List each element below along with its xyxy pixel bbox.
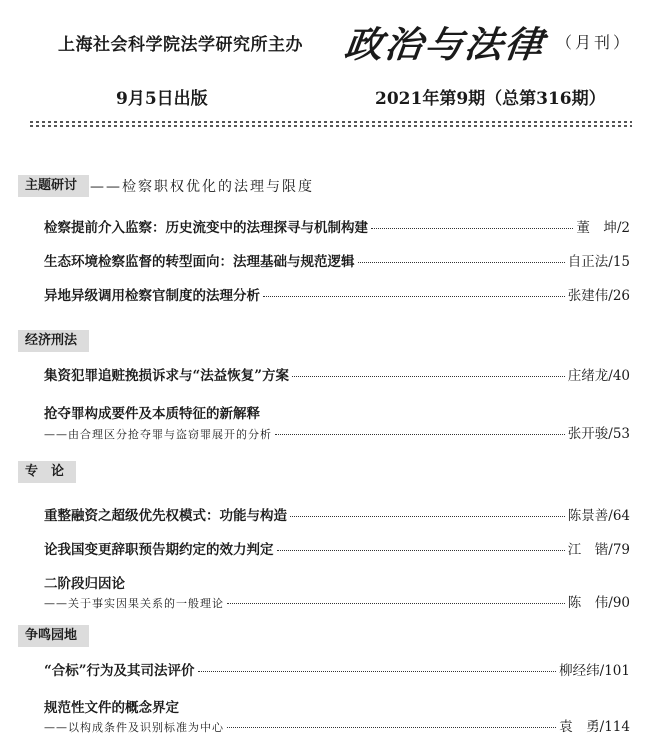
- leader-dots: [198, 671, 557, 672]
- section-label-debate: 争鸣园地: [18, 625, 89, 647]
- toc-entry[interactable]: [44, 216, 630, 238]
- frequency: （月刊）: [556, 33, 633, 52]
- toc-entry[interactable]: [44, 715, 630, 737]
- author-page: 董 坤/2: [576, 220, 630, 236]
- toc-entry[interactable]: [44, 504, 630, 526]
- section-label-topic: 主题研讨: [18, 175, 89, 197]
- publisher: 上海社会科学院法学研究所主办: [58, 35, 303, 55]
- author-page: 庄绪龙/40: [567, 368, 630, 384]
- toc-entry[interactable]: [44, 591, 630, 613]
- article-subtitle: ——关于事实因果关系的一般理论: [44, 597, 224, 610]
- leader-dots: [358, 262, 565, 263]
- toc-entry[interactable]: [44, 364, 630, 386]
- leader-dots: [227, 603, 565, 604]
- article-title[interactable]: 二阶段归因论: [44, 576, 125, 592]
- toc-entry[interactable]: [44, 659, 630, 681]
- article-title: 重整融资之超级优先权模式：功能与构造: [44, 508, 287, 524]
- article-subtitle: ——以构成条件及识别标准为中心: [44, 721, 224, 734]
- author-page: 张建伟/26: [567, 288, 630, 304]
- author-page: 柳经纬/101: [559, 663, 630, 679]
- author-page: 自正法/15: [567, 254, 630, 270]
- leader-dots: [371, 228, 573, 229]
- leader-dots: [292, 376, 565, 377]
- toc-entry[interactable]: [44, 284, 630, 306]
- toc-entry[interactable]: [44, 538, 630, 560]
- author-page: 陈 伟/90: [567, 595, 630, 611]
- section-subtitle: ——检察职权优化的法理与限度: [90, 179, 314, 195]
- publication-date: 9月5日出版: [116, 89, 208, 109]
- leader-dots: [263, 296, 565, 297]
- author-page: 陈景善/64: [567, 508, 630, 524]
- article-title: 异地异级调用检察官制度的法理分析: [44, 288, 260, 304]
- article-title: 检察提前介入监察：历史流变中的法理探寻与机制构建: [44, 220, 368, 236]
- issue-number: 2021年第9期（总第316期）: [375, 89, 606, 109]
- article-title: 论我国变更辞职预告期约定的效力判定: [44, 542, 274, 558]
- journal-title: 政治与法律: [342, 22, 548, 66]
- author-page: 袁 勇/114: [559, 719, 630, 735]
- article-title: “合标”行为及其司法评价: [44, 663, 195, 679]
- header-divider: [30, 121, 632, 130]
- article-title: 生态环境检察监督的转型面向：法理基础与规范逻辑: [44, 254, 355, 270]
- author-page: 张开骏/53: [567, 426, 630, 442]
- leader-dots: [275, 434, 565, 435]
- article-title[interactable]: 抢夺罪构成要件及本质特征的新解释: [44, 406, 260, 422]
- section-label-economic-criminal-law: 经济刑法: [18, 330, 89, 352]
- article-title: 集资犯罪追赃挽损诉求与“法益恢复”方案: [44, 368, 290, 384]
- article-title[interactable]: 规范性文件的概念界定: [44, 700, 179, 716]
- article-subtitle: ——由合理区分抢夺罪与盗窃罪展开的分析: [44, 428, 272, 441]
- leader-dots: [227, 727, 556, 728]
- section-label-monograph: 专 论: [18, 461, 76, 483]
- toc-entry[interactable]: [44, 422, 630, 444]
- toc-entry[interactable]: [44, 250, 630, 272]
- leader-dots: [277, 550, 565, 551]
- leader-dots: [290, 516, 565, 517]
- author-page: 江 锴/79: [567, 542, 630, 558]
